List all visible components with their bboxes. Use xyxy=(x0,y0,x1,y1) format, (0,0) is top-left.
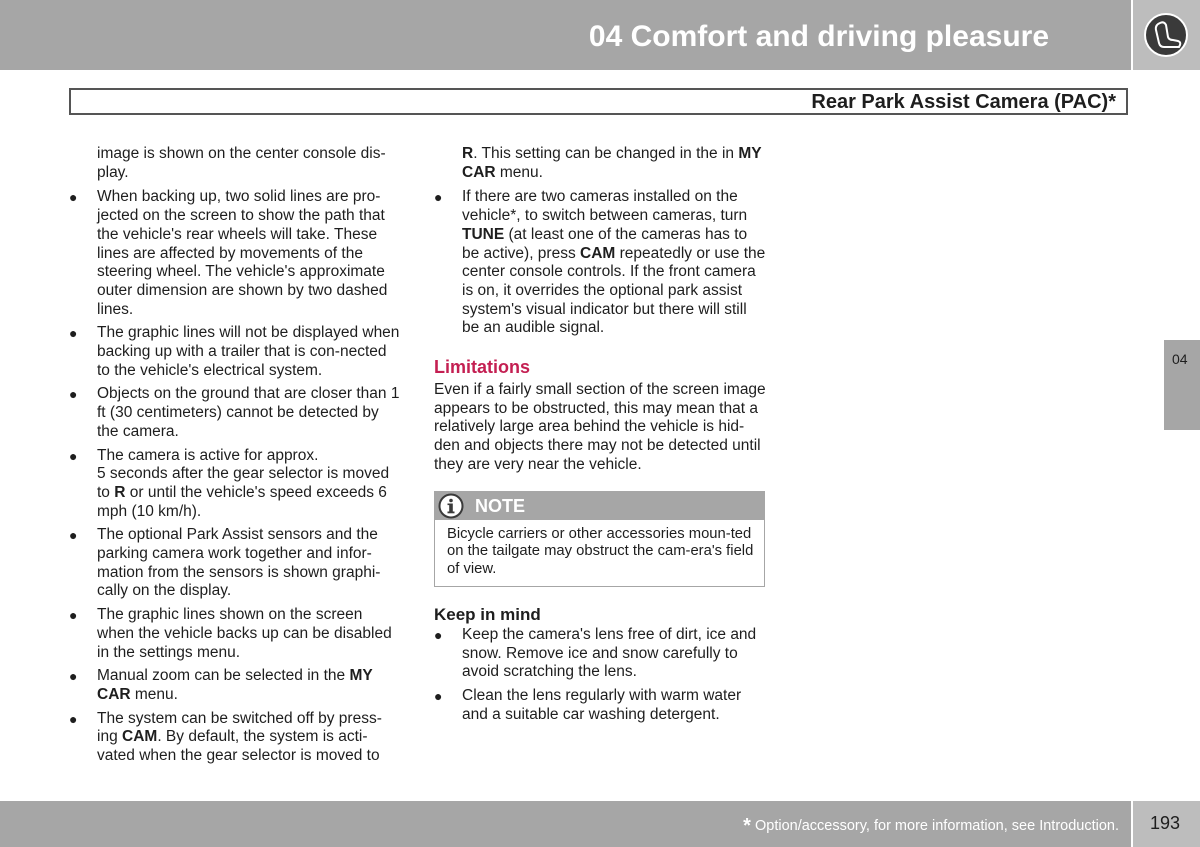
keep-in-mind-heading: Keep in mind xyxy=(434,605,541,625)
bullet-icon: ● xyxy=(69,447,78,464)
seat-icon xyxy=(1143,12,1189,58)
list-item xyxy=(69,606,402,662)
list-item-text: The camera is active for approx. xyxy=(97,446,319,464)
left-intro: image is shown on the center console dis-play. xyxy=(97,145,386,181)
list-item-text: The graphic lines will not be displayed when backing up with a trailer that is con-nected to the vehicle's electrical system. xyxy=(97,324,400,379)
footer-note-text: Option/accessory, for more information, see Introduction. xyxy=(754,818,1119,834)
chapter-title: 04 Comfort and driving pleasure xyxy=(588,20,1049,53)
list-item xyxy=(434,188,767,338)
list-item-text: repeatedly or use the center console controls. If the front camera is on, it overrides the optional park assist system's visual indicator but there will still be an audible signal. xyxy=(462,244,766,337)
note-label: NOTE xyxy=(475,495,526,516)
section-header xyxy=(69,88,1128,115)
list-item xyxy=(69,385,402,441)
note-header xyxy=(435,492,764,520)
list-item-text: Manual zoom can be selected in the xyxy=(97,667,350,685)
left-column xyxy=(69,145,402,771)
chapter-side-tab xyxy=(1164,340,1200,430)
list-item xyxy=(434,626,767,682)
list-item-text: The optional Park Assist sensors and the parking camera work together and infor-mation from the sensors is shown graphi-cally on the display. xyxy=(97,526,381,600)
list-item xyxy=(69,324,402,380)
list-item-text: The system can be switched off by press-ing xyxy=(97,709,382,746)
bullet-icon: ● xyxy=(69,189,78,206)
side-tab-label: 04 xyxy=(1172,351,1188,367)
list-item-text: 5 seconds after the gear selector is moved to xyxy=(97,465,390,501)
bullet-icon: ● xyxy=(69,386,78,403)
list-item xyxy=(69,667,402,704)
list-item-text: The graphic lines shown on the screen when the vehicle backs up can be disabled in the settings menu. xyxy=(97,606,392,661)
list-item-text: Objects on the ground that are closer than 1 ft (30 centimeters) cannot be detected by the camera. xyxy=(97,385,400,440)
bullet-icon: ● xyxy=(69,607,78,624)
bullet-icon: ● xyxy=(69,527,78,544)
list-item xyxy=(434,687,767,724)
bullet-icon: ● xyxy=(69,668,78,685)
page-number: 193 xyxy=(1150,813,1181,833)
right-column xyxy=(434,145,767,730)
list-item-text: (at least one of the cameras has to be active), press xyxy=(462,225,748,262)
header-bar xyxy=(0,0,1131,70)
info-icon xyxy=(438,493,464,519)
page-number-box xyxy=(1133,801,1200,847)
list-item xyxy=(69,188,402,319)
note-box xyxy=(434,491,765,588)
bullet-icon: ● xyxy=(434,627,443,644)
right-intro xyxy=(462,145,767,182)
list-item-text: If there are two cameras installed on the vehicle*, to switch between cameras, turn xyxy=(462,188,748,225)
list-item-text: . By default, the system is acti-vated when the gear selector is moved to xyxy=(97,728,380,765)
footer-bar xyxy=(0,801,1131,847)
note-text: Bicycle carriers or other accessories moun-ted on the tailgate may obstruct the cam-era's field of view. xyxy=(447,525,754,577)
gear-position-r: R xyxy=(462,145,474,162)
footer-note xyxy=(743,815,1119,838)
bullet-icon: ● xyxy=(434,189,443,206)
cam-button-label: CAM xyxy=(122,728,158,746)
bullet-icon: ● xyxy=(434,688,443,705)
list-item-text: Clean the lens regularly with warm water and a suitable car washing detergent. xyxy=(462,687,742,723)
tune-control-label: TUNE xyxy=(462,225,505,243)
bullet-icon: ● xyxy=(69,710,78,727)
list-item xyxy=(69,447,402,522)
section-title: Rear Park Assist Camera (PAC)* xyxy=(811,91,1116,113)
cam-button-label: CAM xyxy=(580,244,616,262)
intro-end: menu. xyxy=(495,163,543,181)
list-item-text: Keep the camera's lens free of dirt, ice and snow. Remove ice and snow carefully to avoid scratching the lens. xyxy=(462,626,757,681)
limitations-text: Even if a fairly small section of the screen image appears to be obstructed, this may mean that a relatively large area behind the vehicle is hid-den and objects there may not be detected until they are very near the vehicle. xyxy=(434,381,766,473)
chapter-icon-box xyxy=(1133,0,1200,70)
list-item-text: menu. xyxy=(130,685,178,703)
gear-position-r: R xyxy=(114,483,126,501)
intro-text: . This setting can be changed in the in xyxy=(473,145,739,162)
my-car-menu-label: MY CAR xyxy=(97,667,373,703)
list-item-text: or until the vehicle's speed exceeds 6 mph (10 km/h). xyxy=(97,483,387,520)
my-car-menu-label: MY CAR xyxy=(462,145,762,181)
asterisk: * xyxy=(743,815,751,837)
list-item-text: When backing up, two solid lines are pro-jected on the screen to show the path that the vehicle's rear wheels will take. These lines are affected by movements of the steering wheel. The vehicle's approximate outer dimension are shown by two dashed lines. xyxy=(97,188,388,318)
limitations-heading: Limitations xyxy=(434,357,531,378)
bullet-icon: ● xyxy=(69,325,78,342)
list-item xyxy=(69,710,402,766)
list-item xyxy=(69,526,402,601)
